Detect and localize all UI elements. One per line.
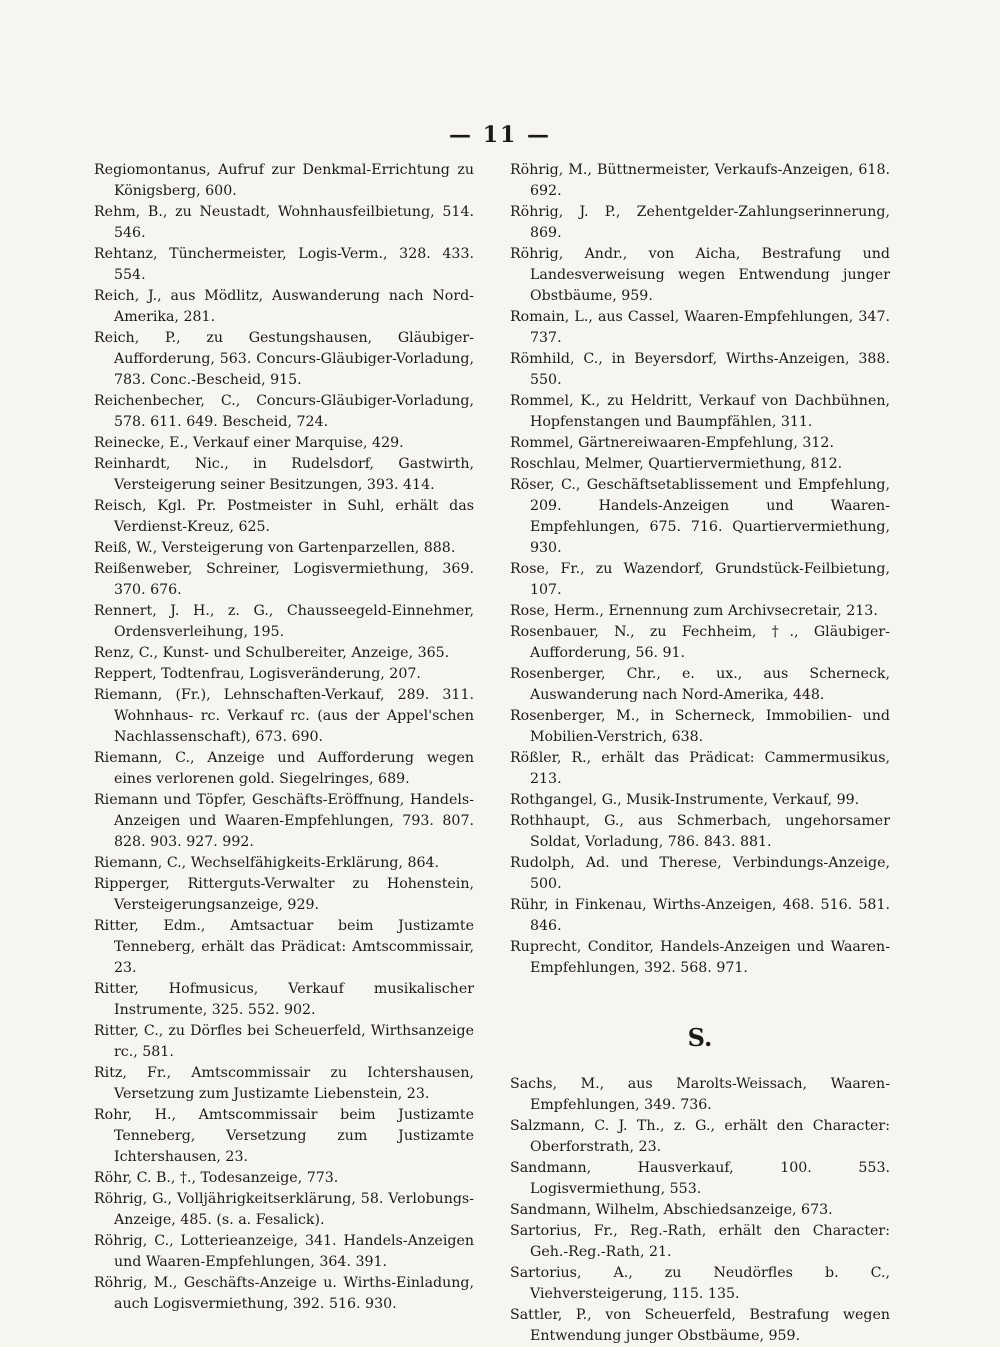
index-entry: Ritter, C., zu Dörfles bei Scheuerfeld, Wirthsanzeige rc., 581. <box>94 1023 474 1060</box>
index-entry: Reißenweber, Schreiner, Logisvermiethung, 369. 370. 676. <box>94 561 474 598</box>
index-entry: Rudolph, Ad. und Therese, Verbindungs-Anzeige, 500. <box>510 855 890 892</box>
index-entry: Reich, J., aus Mödlitz, Auswanderung nach Nord-Amerika, 281. <box>94 288 474 325</box>
index-entry: Röhrig, G., Volljährigkeitserklärung, 58. Verlobungs-Anzeige, 485. (s. a. Fesalick). <box>94 1191 474 1228</box>
index-entry: Röser, C., Geschäftsetablissement und Empfehlung, 209. Handels-Anzeigen und Waaren-Empfehlungen, 675. 716. Quartiervermiethung, 930. <box>510 477 890 556</box>
index-entry: Reinecke, E., Verkauf einer Marquise, 429. <box>94 435 404 451</box>
index-entry: Rommel, K., zu Heldritt, Verkauf von Dachbühnen, Hopfenstangen und Baumpfählen, 311. <box>510 393 890 430</box>
index-entry: Rosenbauer, N., zu Fechheim, †., Gläubiger-Aufforderung, 56. 91. <box>510 624 890 661</box>
index-entry: Ruprecht, Conditor, Handels-Anzeigen und Waaren-Empfehlungen, 392. 568. 971. <box>510 939 890 976</box>
index-entry: Sandmann, Hausverkauf, 100. 553. Logisvermiethung, 553. <box>510 1160 890 1197</box>
index-entry: Romain, L., aus Cassel, Waaren-Empfehlungen, 347. 737. <box>510 309 890 346</box>
index-entry: Reppert, Todtenfrau, Logisveränderung, 207. <box>94 666 421 682</box>
index-entry: Sandmann, Wilhelm, Abschiedsanzeige, 673. <box>510 1202 833 1218</box>
index-entry: Römhild, C., in Beyersdorf, Wirths-Anzeigen, 388. 550. <box>510 351 890 388</box>
index-entry: Reisch, Kgl. Pr. Postmeister in Suhl, erhält das Verdienst-Kreuz, 625. <box>94 498 474 535</box>
index-entry: Ripperger, Ritterguts-Verwalter zu Hohenstein, Versteigerungsanzeige, 929. <box>94 876 474 913</box>
index-entry: Ritter, Edm., Amtsactuar beim Justizamte Tenneberg, erhält das Prädicat: Amtscommissair, 23. <box>94 918 474 976</box>
index-entry: Ritter, Hofmusicus, Verkauf musikalischer Instrumente, 325. 552. 902. <box>94 981 474 1018</box>
page-number: — 11 — <box>449 122 551 148</box>
index-entry: Riemann und Töpfer, Geschäfts-Eröffnung, Handels-Anzeigen und Waaren-Empfehlungen, 793. 807. 828. 903. 927. 992. <box>94 792 474 850</box>
index-entry: Roschlau, Melmer, Quartiervermiethung, 812. <box>510 456 843 472</box>
index-entry: Rosenberger, M., in Scherneck, Immobilien- und Mobilien-Verstrich, 638. <box>510 708 890 745</box>
index-entry: Rosenberger, Chr., e. ux., aus Scherneck, Auswanderung nach Nord-Amerika, 448. <box>510 666 890 703</box>
index-entry: Reich, P., zu Gestungshausen, Gläubiger-Aufforderung, 563. Concurs-Gläubiger-Vorladung, 783. Conc.-Bescheid, 915. <box>94 330 474 388</box>
index-entry: Röhrig, M., Büttnermeister, Verkaufs-Anzeigen, 618. 692. <box>510 162 890 199</box>
section-heading-s: S. <box>687 1023 713 1052</box>
index-entry: Riemann, C., Wechselfähigkeits-Erklärung, 864. <box>94 855 440 871</box>
index-entry: Reinhardt, Nic., in Rudelsdorf, Gastwirth, Versteigerung seiner Besitzungen, 393. 414. <box>94 456 474 493</box>
index-entry: Reiß, W., Versteigerung von Gartenparzellen, 888. <box>94 540 456 556</box>
index-entry: Röhrig, C., Lotterieanzeige, 341. Handels-Anzeigen und Waaren-Empfehlungen, 364. 391. <box>94 1233 474 1270</box>
index-entry: Rennert, J. H., z. G., Chausseegeld-Einnehmer, Ordensverleihung, 195. <box>94 603 474 640</box>
index-entry: Sattler, P., von Scheuerfeld, Bestrafung wegen Entwendung junger Obstbäume, 959. <box>510 1307 890 1344</box>
index-entry: Rose, Fr., zu Wazendorf, Grundstück-Feilbietung, 107. <box>510 561 890 598</box>
index-entry: Sartorius, Fr., Reg.-Rath, erhält den Character: Geh.-Reg.-Rath, 21. <box>510 1223 890 1260</box>
index-entry: Röhrig, J. P., Zehentgelder-Zahlungserinnerung, 869. <box>510 204 890 241</box>
index-entry: Renz, C., Kunst- und Schulbereiter, Anzeige, 365. <box>94 645 450 661</box>
index-entry: Röhrig, M., Geschäfts-Anzeige u. Wirths-Einladung, auch Logisvermiethung, 392. 516. 930. <box>94 1275 474 1312</box>
index-entry: Regiomontanus, Aufruf zur Denkmal-Errichtung zu Königsberg, 600. <box>94 162 474 199</box>
index-entry: Rose, Herm., Ernennung zum Archivsecretair, 213. <box>510 603 878 619</box>
index-entry: Riemann, (Fr.), Lehnschaften-Verkauf, 289. 311. Wohnhaus- rc. Verkauf rc. (aus der Appel'schen Nachlassenschaft), 673. 690. <box>94 687 474 745</box>
index-entry: Rühr, in Finkenau, Wirths-Anzeigen, 468. 516. 581. 846. <box>510 897 890 934</box>
index-entry: Reichenbecher, C., Concurs-Gläubiger-Vorladung, 578. 611. 649. Bescheid, 724. <box>94 393 474 430</box>
index-entry: Rehtanz, Tünchermeister, Logis-Verm., 328. 433. 554. <box>94 246 474 283</box>
index-entry: Rohr, H., Amtscommissair beim Justizamte Tenneberg, Versetzung zum Justizamte Ichtershausen, 23. <box>94 1107 474 1165</box>
index-entry: Röhrig, Andr., von Aicha, Bestrafung und Landesverweisung wegen Entwendung junger Obstbäume, 959. <box>510 246 890 304</box>
right-column <box>510 160 890 1347</box>
index-entry: Rommel, Gärtnereiwaaren-Empfehlung, 312. <box>510 435 834 451</box>
index-entry: Ritz, Fr., Amtscommissair zu Ichtershausen, Versetzung zum Justizamte Liebenstein, 23. <box>94 1065 474 1102</box>
index-entry: Röhr, C. B., †., Todesanzeige, 773. <box>94 1170 339 1186</box>
index-entry: Salzmann, C. J. Th., z. G., erhält den Character: Oberforstrath, 23. <box>510 1118 890 1155</box>
left-column <box>94 160 474 1315</box>
index-entry: Rehm, B., zu Neustadt, Wohnhausfeilbietung, 514. 546. <box>94 204 474 241</box>
index-entry: Rothhaupt, G., aus Schmerbach, ungehorsamer Soldat, Vorladung, 786. 843. 881. <box>510 813 890 850</box>
index-entry: Sartorius, A., zu Neudörfles b. C., Viehversteigerung, 115. 135. <box>510 1265 890 1302</box>
index-entry: Rothgangel, G., Musik-Instrumente, Verkauf, 99. <box>510 792 860 808</box>
index-entry: Rößler, R., erhält das Prädicat: Cammermusikus, 213. <box>510 750 890 787</box>
index-entry: Sachs, M., aus Marolts-Weissach, Waaren-Empfehlungen, 349. 736. <box>510 1076 890 1113</box>
index-entry: Riemann, C., Anzeige und Aufforderung wegen eines verlorenen gold. Siegelringes, 689. <box>94 750 474 787</box>
